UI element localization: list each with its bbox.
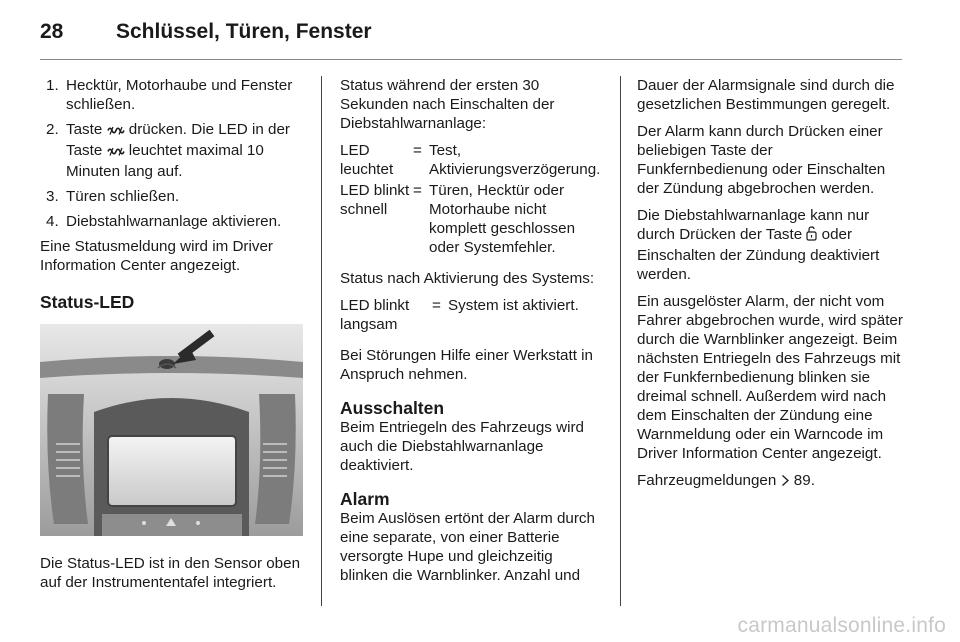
alarm-text: Beim Auslösen ertönt der Alarm durch eine separate, von einer Batterie versorgte Hupe und gleichzeitig blinken die Warnblinker. Anzahl und [340,510,595,584]
alarm-wave-icon [107,122,125,141]
ausschalten-text: Beim Entriegeln des Fahrzeugs wird auch die Diebstahlwarnanlage deaktiviert. [340,419,584,474]
header-divider [40,59,902,60]
column-2 [340,76,604,593]
page-reference-icon [781,473,790,492]
section-heading-ausschalten: Ausschalten [340,398,445,418]
status-table-first-30s [340,141,604,257]
table-row: LED leuchtet = Test, Aktivierungsverzögerung. [340,142,601,178]
list-item: 2. Taste drücken. Die LED in der Taste leuchtet maximal 10 Minuten lang auf. [46,121,290,180]
deactivation-text: Die Diebstahlwarnanlage kann nur durch Drücken der Taste oder Einschalten der Zündung deaktiviert werden. [637,207,880,283]
dashboard-illustration [40,324,303,536]
triggered-alarm-text: Ein ausgelöster Alarm, der nicht vom Fahrer abgebrochen wurde, wird später durch die Warnblinker angezeigt. Beim nächsten Entriegeln des Fahrzeugs mit der Funkfernbedienung blinken sie dreimal schnell. Außerdem wird nach dem Einschalten der Zündung eine Warnmeldung oder ein Warncode im Driver Information Center angezeigt. [637,293,903,462]
list-item: 1. Hecktür, Motorhaube und Fenster schließen. [46,77,293,113]
section-heading-alarm: Alarm [340,489,390,509]
page-header [40,14,902,60]
figure-caption: Die Status-LED ist in den Sensor oben auf der Instrumententafel integriert. [40,555,301,591]
status-table-activated [340,296,604,334]
watermark: carmanualsonline.info [737,614,946,637]
page-title: Schlüssel, Türen, Fenster [116,20,372,43]
unlock-key-icon [806,226,817,246]
status-intro: Status während der ersten 30 Sekunden nach Einschalten der Diebstahlwarnanlage: [340,77,555,132]
dashboard-led-photo [40,324,303,536]
status-message-note: Eine Statusmeldung wird im Driver Information Center angezeigt. [40,238,273,274]
list-item: 3. Türen schließen. [46,188,180,205]
activation-steps [40,76,304,231]
alarm-wave-icon [107,143,125,162]
alarm-cancel-text: Der Alarm kann durch Drücken einer beliebigen Taste der Funkfernbedienung oder Einschalten der Zündung abgebrochen werden. [637,123,886,197]
column-divider-1 [321,76,322,606]
section-heading-status-led: Status-LED [40,292,135,312]
table-row: LED blinkt langsam = System ist aktiviert. [340,297,579,333]
list-item: 4. Diebstahlwarnanlage aktivieren. [46,213,282,230]
column-1 [40,76,304,600]
vehicle-messages-reference: Fahrzeugmeldungen 89. [637,471,903,492]
table-row: LED blinkt schnell = Türen, Hecktür oder Motorhaube nicht komplett geschlossen oder Systemfehler. [340,182,576,256]
column-divider-2 [620,76,621,606]
alarm-duration-text: Dauer der Alarmsignale sind durch die gesetzlichen Bestimmungen geregelt. [637,77,895,113]
fault-note: Bei Störungen Hilfe einer Werkstatt in Anspruch nehmen. [340,347,593,383]
page-number: 28 [40,20,64,43]
status-after-activation: Status nach Aktivierung des Systems: [340,270,595,287]
column-3 [637,76,903,500]
